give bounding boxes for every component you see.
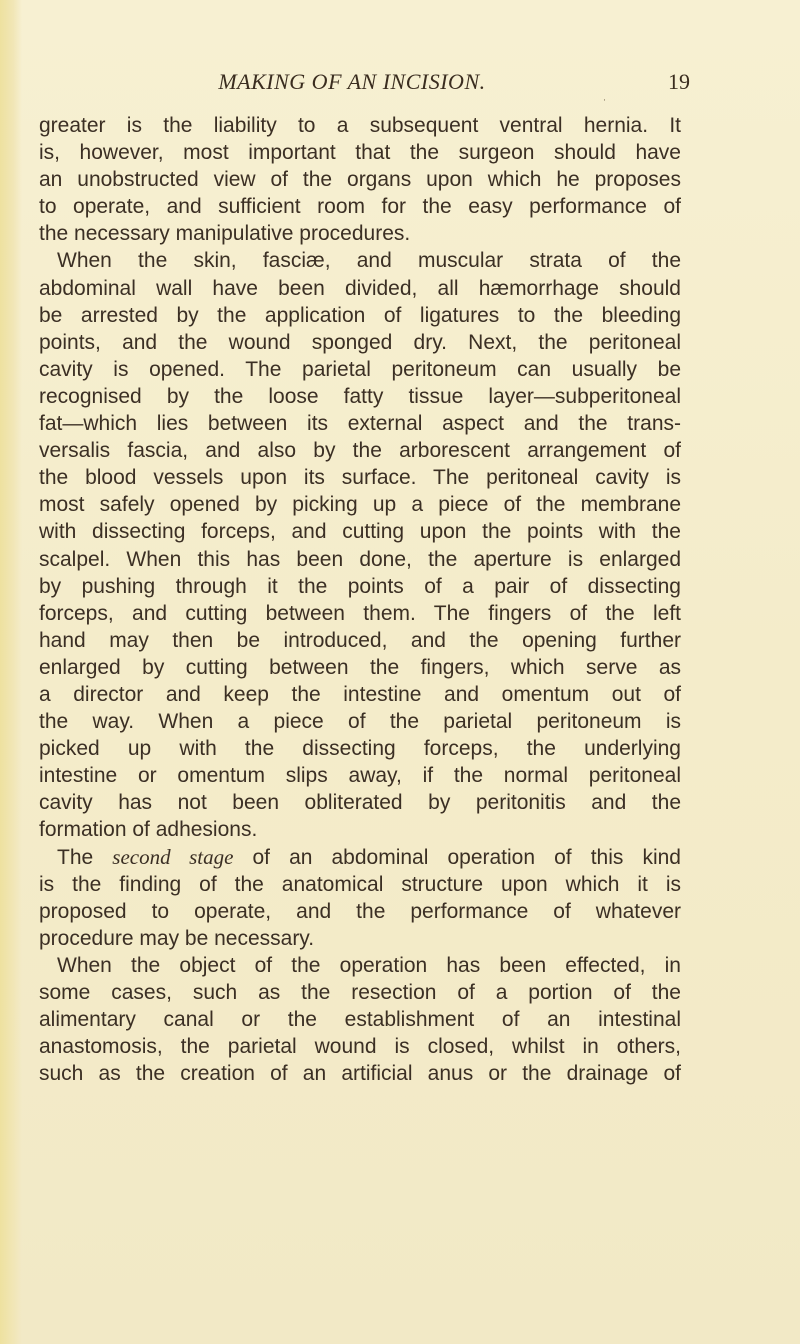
text-line: most safely opened by picking up a piece of the membrane xyxy=(39,493,681,517)
text-line: points, and the wound sponged dry. Next, the peritoneal xyxy=(39,330,681,354)
text-line: intestine or omentum slips away, if the normal peritoneal xyxy=(39,764,681,788)
running-title: MAKING OF AN INCISION. xyxy=(218,69,486,94)
text-line: When the skin, fasciæ, and muscular strata of the xyxy=(57,249,681,273)
text-line: forceps, and cutting between them. The fingers of the left xyxy=(39,601,681,625)
text-run: The xyxy=(57,845,113,869)
text-line: picked up with the dissecting forceps, the underlying xyxy=(39,737,681,761)
text-line: is the finding of the anatomical structure upon which it is xyxy=(39,872,681,896)
text-line: enlarged by cutting between the fingers, which serve as xyxy=(39,655,681,679)
text-line: fat—which lies between its external aspect and the trans- xyxy=(39,412,681,436)
page-edge-shadow xyxy=(0,0,22,1344)
text-line: abdominal wall have been divided, all hæmorrhage should xyxy=(39,276,681,300)
print-speck: · xyxy=(603,95,606,105)
text-line: such as the creation of an artificial anus or the drainage of xyxy=(39,1062,681,1086)
paragraph-2 xyxy=(39,247,681,843)
page-number: 19 xyxy=(668,69,690,94)
text-line: recognised by the loose fatty tissue layer—subperitoneal xyxy=(39,384,681,408)
text-run: of an abdominal operation of this kind xyxy=(233,845,681,869)
text-line: the necessary manipulative procedures. xyxy=(39,222,411,246)
text-line: by pushing through it the points of a pair of dissecting xyxy=(39,574,681,598)
text-line: cavity is opened. The parietal peritoneum can usually be xyxy=(39,357,681,381)
text-line: an unobstructed view of the organs upon which he proposes xyxy=(39,168,681,192)
text-line: formation of adhesions. xyxy=(39,818,258,842)
text-line: greater is the liability to a subsequent ventral hernia. It xyxy=(39,114,681,137)
text-line: with dissecting forceps, and cutting upon the points with the xyxy=(39,520,681,544)
text-line: When the object of the operation has been effected, in xyxy=(57,953,681,977)
page-header xyxy=(0,69,800,99)
text-line xyxy=(39,844,681,871)
paragraph-3 xyxy=(39,844,681,952)
text-line: is, however, most important that the surgeon should have xyxy=(39,141,681,165)
text-line: to operate, and sufficient room for the easy performance of xyxy=(39,195,681,219)
text-line: hand may then be introduced, and the opening further xyxy=(39,628,681,652)
paragraph-4 xyxy=(39,952,681,1087)
text-line: a director and keep the intestine and omentum out of xyxy=(39,682,681,706)
text-line: proposed to operate, and the performance of whatever xyxy=(39,899,681,923)
text-line: scalpel. When this has been done, the aperture is enlarged xyxy=(39,547,681,571)
text-line: the blood vessels upon its surface. The peritoneal cavity is xyxy=(39,466,681,490)
text-line: versalis fascia, and also by the arborescent arrangement of xyxy=(39,439,681,463)
text-line: anastomosis, the parietal wound is closed, whilst in others, xyxy=(39,1035,681,1059)
text-line: be arrested by the application of ligatures to the bleeding xyxy=(39,303,681,327)
text-line: alimentary canal or the establishment of an intestinal xyxy=(39,1008,681,1032)
italic-emphasis: second stage xyxy=(112,844,234,869)
body-text xyxy=(39,112,681,1087)
paragraph-1 xyxy=(39,112,681,247)
text-line: the way. When a piece of the parietal peritoneum is xyxy=(39,710,681,734)
text-line: procedure may be necessary. xyxy=(39,926,315,950)
text-line: some cases, such as the resection of a portion of the xyxy=(39,981,681,1004)
text-line: cavity has not been obliterated by peritonitis and the xyxy=(39,791,681,815)
